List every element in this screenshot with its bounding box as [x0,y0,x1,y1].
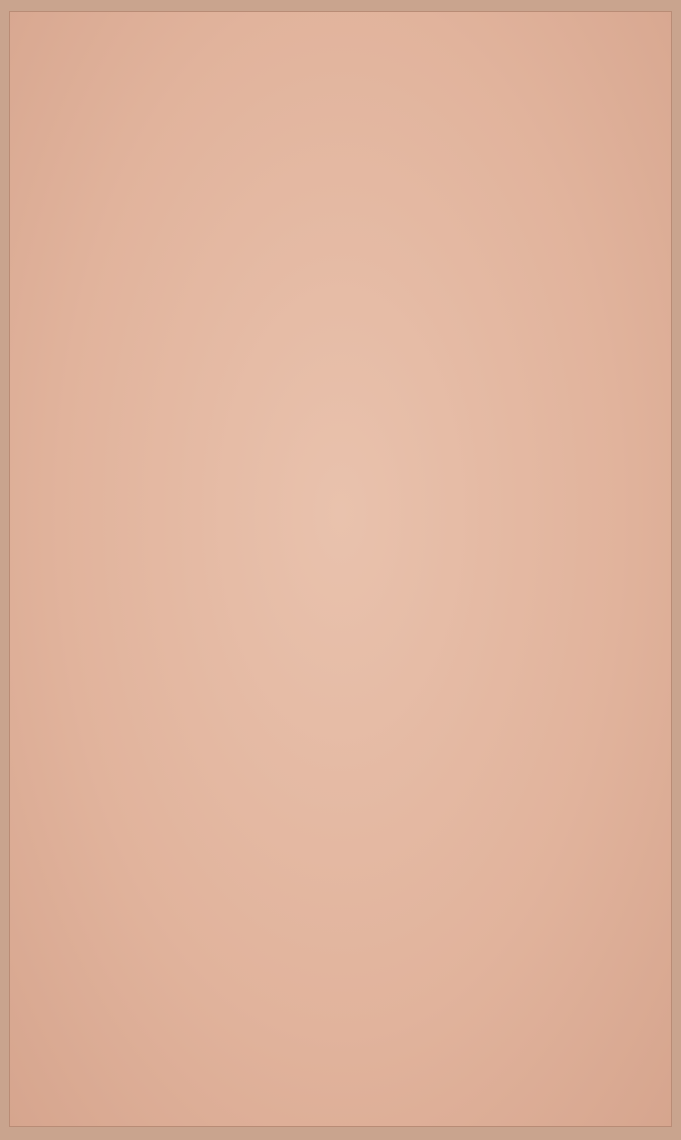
book-page [10,12,671,1126]
